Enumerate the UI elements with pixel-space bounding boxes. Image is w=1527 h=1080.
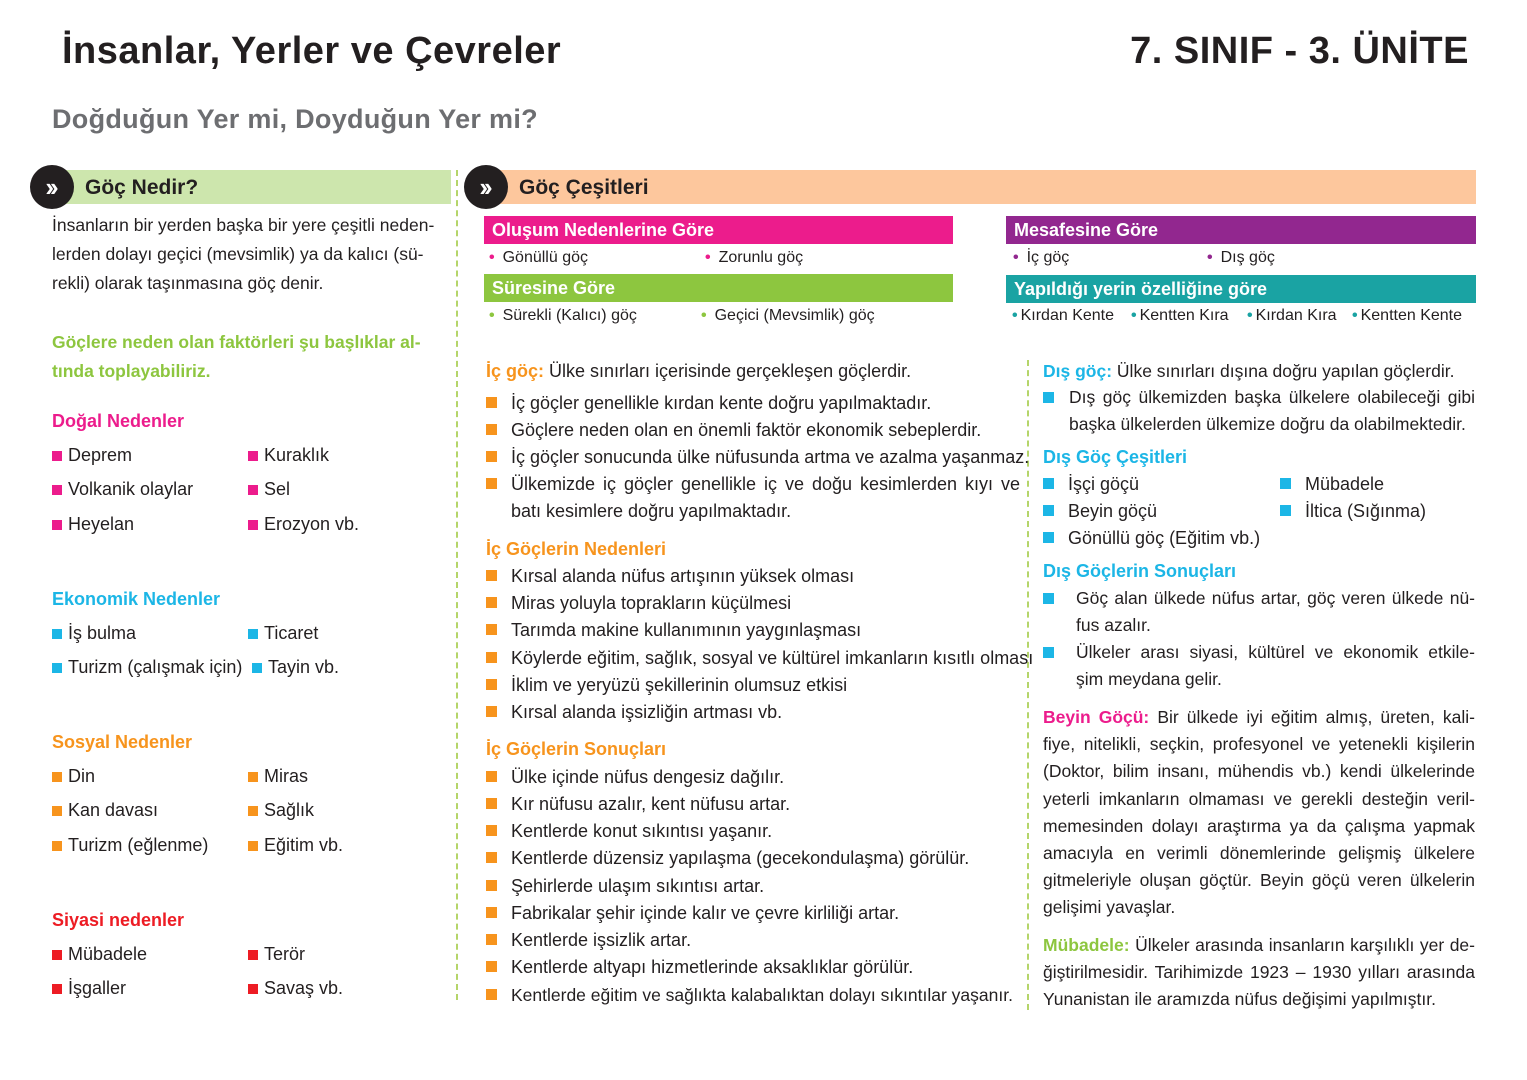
list-item: • Kentten Kıra <box>1131 307 1229 324</box>
list-item: Ticaret <box>248 623 318 644</box>
list-item: Tayin vb. <box>252 657 339 678</box>
dis-goc-types-title: Dış Göç Çeşitleri <box>1043 447 1188 467</box>
list-item: İşçi göçü <box>1043 474 1139 495</box>
list-item: Kentlerde altyapı hizmetlerinde aksaklıklar görülür. <box>486 957 913 978</box>
factors-intro: Göçlere neden olan faktörleri şu başlıklar al- tında toplayabiliriz. <box>52 332 421 381</box>
list-item: • Dış göç <box>1207 249 1275 266</box>
list-item: Eğitim vb. <box>248 835 343 856</box>
list-item: Miras <box>248 766 308 787</box>
category-title-ekonomik: Ekonomik Nedenler <box>52 589 221 609</box>
double-chevron-icon: ›› <box>464 165 508 209</box>
section-title: Göç Nedir? <box>85 176 199 199</box>
list-item: • Zorunlu göç <box>705 249 804 266</box>
list-item: İç göçler sonucunda ülke nüfusunda artma ve azalma yaşanmaz. <box>486 447 1029 468</box>
list-item: Ülke içinde nüfus dengesiz dağılır. <box>486 767 784 788</box>
list-item: • Sürekli (Kalıcı) göç <box>489 307 637 324</box>
list-item: Terör <box>248 944 305 965</box>
list-item: İltica (Sığınma) <box>1280 501 1426 522</box>
list-item: • Kentten Kente <box>1352 307 1463 324</box>
list-item: Kuraklık <box>248 445 329 466</box>
category-title-dogal: Doğal Nedenler <box>52 411 185 431</box>
list-item: Heyelan <box>52 514 134 535</box>
list-item-continuation: batı kesimlere doğru yapılmaktadır. <box>511 501 792 521</box>
beyin-gocu-paragraph: Beyin Göçü: Bir ülkede iyi eğitim almış, üreten, kali- fiye, nitelikli, seçkin, profesyonel ve yetenekli kişilerin (Doktor, bilim insanı, mühendis vb.) kendi ülkelerinde yeterli imkanların olmaması ve gerekli desteğin veril- memesinden dolayı araştırma ya da çalışma yapmak amacıyla en verimli dönemlerinde gelişmiş ülkelere gitmeleriyle oluşan göçtür. Beyin göçü veren ülkelerin gelişimi yavaşlar. <box>1043 707 1475 918</box>
list-item: İş bulma <box>52 623 136 644</box>
type-header-yer: Yapıldığı yerin özelliğine göre <box>1006 275 1476 303</box>
list-item: • Kırdan Kıra <box>1247 307 1337 324</box>
dis-goc-results-title: Dış Göçlerin Sonuçları <box>1043 561 1237 581</box>
list-item: • Gönüllü göç <box>489 249 588 266</box>
list-item: Kır nüfusu azalır, kent nüfusu artar. <box>486 794 790 815</box>
double-chevron-icon: ›› <box>30 165 74 209</box>
list-item: İşgaller <box>52 978 126 999</box>
type-header-olusum: Oluşum Nedenlerine Göre <box>484 216 953 244</box>
list-item: Kentlerde düzensiz yapılaşma (gecekondulaşma) görülür. <box>486 848 969 869</box>
list-item: Erozyon vb. <box>248 514 359 535</box>
ic-goc-definition: İç göç: Ülke sınırları içerisinde gerçekleşen göçlerdir. <box>486 361 912 381</box>
list-item: Ülkeler arası siyasi, kültürel ve ekonomik etkile- şim meydana gelir. <box>1043 639 1475 693</box>
section-title: Göç Çeşitleri <box>519 176 649 199</box>
ic-goc-results-title: İç Göçlerin Sonuçları <box>486 739 667 759</box>
column-divider <box>456 170 458 1000</box>
list-item: Deprem <box>52 445 132 466</box>
list-item: Gönüllü göç (Eğitim vb.) <box>1043 528 1260 549</box>
list-item: Turizm (eğlenme) <box>52 835 208 856</box>
list-item: Dış göç ülkemizden başka ülkelere olabileceği gibi başka ülkelerden ülkemize doğru da olabilmektedir. <box>1043 384 1475 438</box>
section-header-goc-cesitleri <box>464 170 1476 204</box>
list-item: • İç göç <box>1013 249 1070 266</box>
category-title-siyasi: Siyasi nedenler <box>52 910 185 930</box>
ic-goc-reasons-title: İç Göçlerin Nedenleri <box>486 539 667 559</box>
mubadele-paragraph: Mübadele: Ülkeler arasında insanların karşılıklı yer de- ğiştirilmesidir. Tarihimizde 1923 – 1930 yılları arasında Yunanistan ile aramızda nüfus değişimi yapılmıştır. <box>1043 935 1475 1010</box>
list-item: Kentlerde işsizlik artar. <box>486 930 691 951</box>
unit-label: 7. SINIF - 3. ÜNİTE <box>1130 30 1469 72</box>
list-item: Göçlere neden olan en önemli faktör ekonomik sebeplerdir. <box>486 420 981 441</box>
list-item: Beyin göçü <box>1043 501 1157 522</box>
list-item: Mübadele <box>1280 474 1384 495</box>
category-title-sosyal: Sosyal Nedenler <box>52 732 193 752</box>
list-item: Savaş vb. <box>248 978 343 999</box>
list-item: İç göçler genellikle kırdan kente doğru yapılmaktadır. <box>486 393 931 414</box>
dis-goc-definition: Dış göç: Ülke sınırları dışına doğru yapılan göçlerdir. <box>1043 361 1455 381</box>
list-item: Ülkemizde iç göçler genellikle iç ve doğu kesimlerden kıyı ve <box>486 474 1020 495</box>
list-item: Tarımda makine kullanımının yaygınlaşması <box>486 620 861 641</box>
page-subtitle: Doğduğun Yer mi, Doyduğun Yer mi? <box>52 104 538 134</box>
type-header-sure: Süresine Göre <box>484 274 953 302</box>
type-header-mesafe: Mesafesine Göre <box>1006 216 1476 244</box>
list-item: Köylerde eğitim, sağlık, sosyal ve kültürel imkanların kısıtlı olması <box>486 648 1033 669</box>
list-item: Sel <box>248 479 290 500</box>
list-item: • Geçici (Mevsimlik) göç <box>701 307 875 324</box>
page-title: İnsanlar, Yerler ve Çevreler <box>62 30 562 72</box>
list-item: Din <box>52 766 95 787</box>
list-item: İklim ve yeryüzü şekillerinin olumsuz etkisi <box>486 675 847 696</box>
list-item: Şehirlerde ulaşım sıkıntısı artar. <box>486 876 764 897</box>
list-item: Mübadele <box>52 944 147 965</box>
list-item: Kırsal alanda nüfus artışının yüksek olması <box>486 566 854 587</box>
list-item: Sağlık <box>248 800 314 821</box>
list-item: Volkanik olaylar <box>52 479 193 500</box>
list-item: Fabrikalar şehir içinde kalır ve çevre kirliliği artar. <box>486 903 899 924</box>
list-item: Miras yoluyla toprakların küçülmesi <box>486 593 791 614</box>
list-item: Kentlerde konut sıkıntısı yaşanır. <box>486 821 772 842</box>
list-item: Turizm (çalışmak için) <box>52 657 242 678</box>
list-item: Kentlerde eğitim ve sağlıkta kalabalıktan dolayı sıkıntılar yaşanır. <box>486 985 1013 1006</box>
list-item: Kırsal alanda işsizliğin artması vb. <box>486 702 782 723</box>
section-header-goc-nedir <box>30 170 451 204</box>
list-item: Göç alan ülkede nüfus artar, göç veren ülkede nü- fus azalır. <box>1043 585 1475 639</box>
list-item: Kan davası <box>52 800 158 821</box>
list-item: • Kırdan Kente <box>1012 307 1115 324</box>
goc-definition: İnsanların bir yerden başka bir yere çeşitli neden- lerden dolayı geçici (mevsimlik) ya da kalıcı (sü- rekli) olarak taşınmasına göç denir. <box>52 215 435 293</box>
